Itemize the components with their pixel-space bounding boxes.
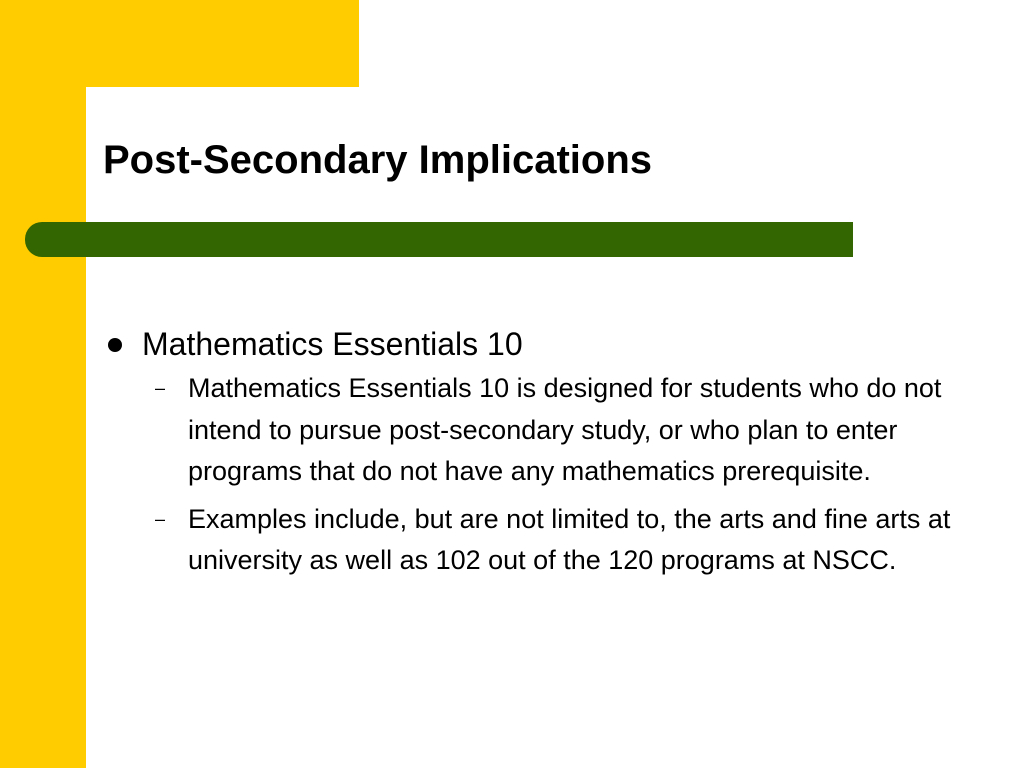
bullet-item [105,322,965,366]
bullet-dot-icon [108,338,122,352]
sub-bullet-item [155,368,965,493]
green-accent-bar [25,222,853,257]
slide-body [105,322,965,588]
sub-bullet-item [155,499,965,582]
sub-bullet-list [105,368,965,582]
dash-marker-icon: – [155,508,166,529]
sub-bullet-text: Examples include, but are not limited to, the arts and fine arts at university as well as 102 out of the 120 programs at NSCC. [188,503,951,575]
bullet-text: Mathematics Essentials 10 [142,326,523,362]
sub-bullet-text: Mathematics Essentials 10 is designed for students who do not intend to pursue post-secondary study, or who plan to enter programs that do not have any mathematics prerequisite. [188,373,942,486]
slide-title: Post-Secondary Implications [103,138,653,182]
dash-marker-icon: – [155,378,166,398]
yellow-frame-left [0,0,86,768]
